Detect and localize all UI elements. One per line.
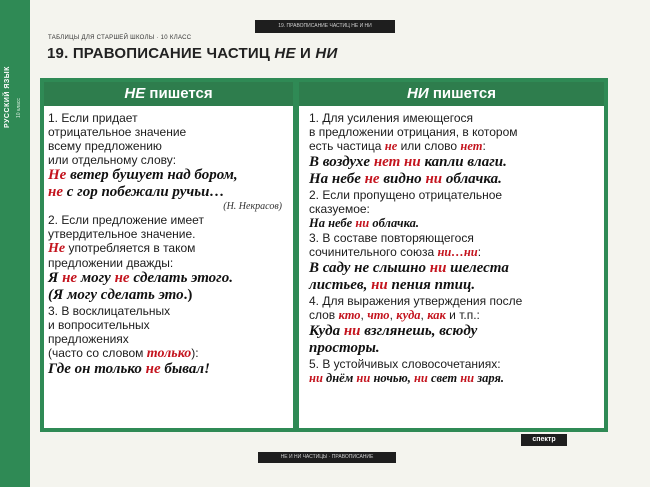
- column-ni-header: [299, 82, 604, 106]
- example-text: ветер бушует над бором,: [66, 167, 238, 183]
- column-ni-body: [309, 111, 601, 386]
- rule-text: ,: [420, 308, 428, 322]
- example-line: [309, 323, 601, 340]
- example-text: бывал!: [160, 361, 210, 377]
- title-text: 19. ПРАВОПИСАНИЕ ЧАСТИЦ: [47, 45, 271, 62]
- example-text: облачка.: [442, 171, 502, 187]
- particle: ни: [413, 371, 428, 385]
- particle: нет ни: [373, 154, 421, 170]
- grade-label: 10 класс: [16, 98, 22, 118]
- rule-line: 1. Для усиления имеющегося: [309, 111, 474, 125]
- rule-text: сочинительного союза: [309, 245, 438, 259]
- particle: не: [384, 139, 398, 153]
- rule-line: утвердительное значение.: [48, 227, 196, 241]
- header-particle: НЕ: [124, 85, 146, 102]
- rule-text: и т.п.:: [445, 308, 480, 322]
- rule-text: ,: [389, 308, 397, 322]
- example-text: пения птиц.: [387, 277, 476, 293]
- particle: ни: [356, 371, 371, 385]
- rule-line: отрицательное значение: [48, 125, 187, 139]
- keyword: что: [367, 308, 390, 322]
- column-ni: [299, 82, 604, 428]
- keyword: куда: [396, 308, 421, 322]
- example-line: [309, 260, 601, 277]
- example-text: ночью,: [370, 371, 414, 385]
- example-text: (Я могу сделать это: [48, 287, 184, 303]
- keyword: кто: [338, 308, 361, 322]
- example-line: [309, 154, 601, 171]
- series-label: ТАБЛИЦЫ ДЛЯ СТАРШЕЙ ШКОЛЫ · 10 КЛАСС: [48, 35, 192, 41]
- example-line: просторы.: [309, 340, 380, 356]
- example-text: могу: [77, 270, 115, 286]
- rule-line: [309, 139, 601, 154]
- rule-line: 1. Если придает: [48, 111, 138, 125]
- example-text: В воздухе: [309, 154, 374, 170]
- rule-line: или отдельному слову:: [48, 153, 177, 167]
- example-text: заря.: [474, 371, 505, 385]
- rule-text: (часто со словом: [48, 346, 147, 360]
- rule-line: [48, 241, 290, 256]
- header-word: пишется: [149, 85, 213, 102]
- author-citation: (Н. Некрасов): [223, 201, 282, 212]
- rule-text: или слово: [397, 139, 461, 153]
- example-text: листьев,: [309, 277, 372, 293]
- keyword: как: [427, 308, 446, 322]
- rule-line: 5. В устойчивых словосочетаниях:: [309, 357, 501, 371]
- example-text: шелеста: [446, 260, 509, 276]
- rule-text: есть частица: [309, 139, 385, 153]
- example-text: капли влаги.: [420, 154, 507, 170]
- rule-line: предложении дважды:: [48, 256, 174, 270]
- keyword: нет: [460, 139, 483, 153]
- rule-line: 4. Для выражения утверждения после: [309, 294, 523, 308]
- example-text: Я: [48, 270, 63, 286]
- bottom-strip: НЕ И НИ ЧАСТИЦЫ · ПРАВОПИСАНИЕ: [258, 452, 396, 463]
- example-line: [48, 270, 290, 287]
- rule-line: всему предложению: [48, 139, 162, 153]
- particle: ни: [355, 216, 370, 230]
- example-line: [309, 277, 601, 294]
- particle: ни: [425, 171, 443, 187]
- particle: ни: [460, 371, 475, 385]
- column-ne-header: [44, 82, 293, 106]
- example-text: взглянешь, всюду: [360, 323, 478, 339]
- rule-line: 2. Если предложение имеет: [48, 213, 204, 227]
- rule-text: :: [477, 245, 482, 259]
- rule-line: и вопросительных: [48, 318, 150, 332]
- rule-text: слов: [309, 308, 339, 322]
- title-ni: НИ: [315, 45, 338, 62]
- rule-line: предложениях: [48, 332, 129, 346]
- title-and: И: [300, 45, 312, 62]
- rule-line: 2. Если пропущено отрицательное: [309, 188, 503, 202]
- rule-line: 3. В составе повторяющегося: [309, 231, 474, 245]
- rule-text: :: [482, 139, 486, 153]
- example-text: днём: [322, 371, 357, 385]
- rule-line: 3. В восклицательных: [48, 304, 171, 318]
- example-line: [48, 287, 290, 304]
- example-line: [48, 184, 290, 201]
- column-ne-body: [48, 111, 290, 378]
- rule-text: ):: [191, 346, 199, 360]
- header-particle: НИ: [407, 85, 429, 102]
- header-word: пишется: [432, 85, 496, 102]
- example-line: [48, 167, 290, 184]
- example-line: [48, 361, 290, 378]
- example-text: с гор побежали ручьи…: [63, 184, 225, 200]
- particle: ни: [371, 277, 388, 293]
- rule-text: ,: [360, 308, 368, 322]
- particle: не: [62, 270, 78, 286]
- example-text: На небе: [309, 171, 365, 187]
- particle: не: [48, 184, 63, 200]
- rule-line: в предложении отрицания, в котором: [309, 125, 518, 139]
- example-text: свет: [427, 371, 461, 385]
- top-strip: 19. ПРАВОПИСАНИЕ ЧАСТИЦ НЕ И НИ: [255, 20, 395, 33]
- example-line: [309, 171, 601, 188]
- example-text: В саду не слышно: [309, 260, 430, 276]
- particle: Не: [48, 167, 67, 183]
- title-ne: НЕ: [274, 45, 296, 62]
- column-ne: [44, 82, 293, 428]
- publisher-logo: спектр: [521, 434, 567, 446]
- keyword: только: [146, 346, 192, 361]
- example-text: На небе: [309, 216, 356, 230]
- particle: не: [114, 270, 130, 286]
- particle: Не: [48, 241, 66, 256]
- rule-text: употребляется в таком: [65, 241, 196, 255]
- particle: не: [145, 361, 161, 377]
- page-title: [47, 45, 337, 62]
- particle: ни: [309, 371, 323, 385]
- example-line: [309, 216, 601, 231]
- particle: ни…ни: [437, 245, 478, 259]
- example-text: Где он только: [48, 361, 146, 377]
- example-line: [309, 371, 601, 386]
- particle: ни: [343, 323, 361, 339]
- example-text: облачка.: [369, 216, 420, 230]
- rule-line: [48, 346, 290, 361]
- example-text: видно: [379, 171, 426, 187]
- example-text: Куда: [309, 323, 344, 339]
- subject-label: РУССКИЙ ЯЗЫК: [4, 66, 11, 128]
- rule-line: сказуемое:: [309, 202, 370, 216]
- rule-line: [309, 245, 601, 260]
- rule-line: [309, 308, 601, 323]
- example-text: .): [183, 287, 193, 303]
- particle: ни: [429, 260, 447, 276]
- example-text: сделать этого.: [129, 270, 233, 286]
- particle: не: [364, 171, 380, 187]
